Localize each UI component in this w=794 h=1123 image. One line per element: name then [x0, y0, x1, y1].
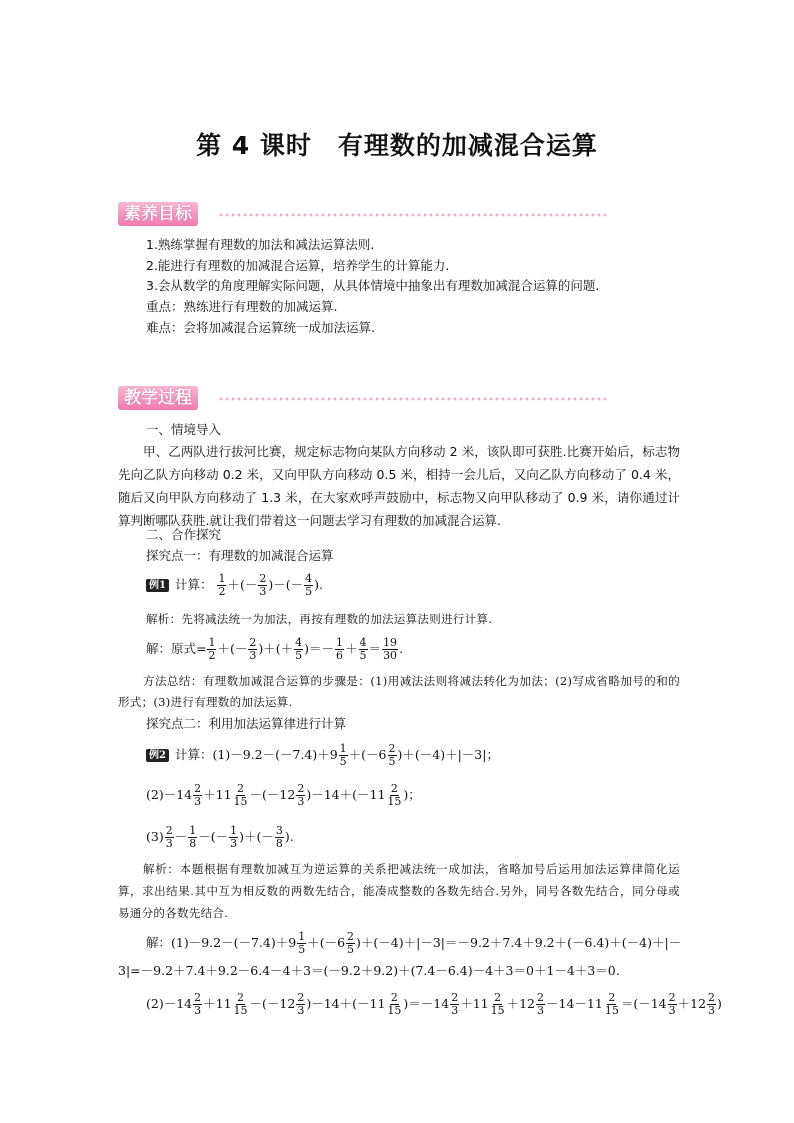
goal-item: 3.会从数学的角度理解实际问题，从具体情境中抽象出有理数加减混合运算的问题.: [146, 278, 600, 293]
goal-item: 1.熟练掌握有理数的加法和减法运算法则.: [146, 237, 375, 252]
key-point: 重点：熟练进行有理数的加减运算.: [146, 299, 338, 314]
analysis-2: 解析：本题根据有理数加减互为逆运算的关系把减法统一成加法，省略加号后运用加法运算律简化运算，求出结果.其中互为相反数的两数先结合，能凑成整数的各数先结合.另外，同号各数先结合，同分母或易通分的各数先结合.: [118, 862, 680, 920]
solution-1: 解：原式= $\frac{1}{2}$ ＋(－ $\frac{2}{3}$ )＋(＋ $\frac{4}{5}$ )＝－ $\frac{1}{6}$ ＋ $\frac{4}{5}$ ＝ $\frac{19}{30}$ .: [146, 636, 404, 662]
intro-heading: 一、情境导入: [146, 422, 222, 437]
difficult-point: 难点：会将加减混合运算统一成加法运算.: [146, 320, 375, 335]
example-badge: 例2: [146, 749, 169, 762]
explore-heading: 二、合作探究: [146, 527, 222, 542]
example-1: 例1 计算： $\frac{1}{2}$ ＋(－ $\frac{2}{3}$ )－(－ $\frac{4}{5}$ ).: [146, 570, 323, 600]
solution-2-line-2: 3|=－9.2＋7.4＋9.2－6.4－4＋3＝(－9.2＋9.2)＋(7.4－6.4)－4＋3＝0＋1－4＋3＝0.: [118, 963, 620, 978]
example-badge: 例1: [146, 579, 169, 592]
solution-label: 解：: [146, 935, 172, 950]
section-label: 素养目标: [118, 202, 198, 226]
page-title: 第 4 课时 有理数的加减混合运算: [196, 131, 598, 160]
example-2-part-3: (3) $\frac{2}{3}$ － $\frac{1}{8}$ －(－ $\frac{1}{3}$ )＋(－ $\frac{3}{8}$ ).: [146, 824, 294, 850]
analysis-1: 解析：先将减法统一为加法，再按有理数的加法运算法则进行计算.: [146, 612, 493, 626]
section-banner-goals: [118, 202, 608, 226]
section-label: 教学过程: [118, 386, 198, 410]
explore-point-2: 探究点二：利用加法运算律进行计算: [146, 716, 347, 731]
solution-2-line-3: (2)－14 $\frac{2}{3}$ ＋11 $\frac{2}{15}$ －(－12 $\frac{2}{3}$ )－14＋(－11 $\frac{2}{15}$ )＝－14 $\frac{2}{3}$ ＋11 $\frac{2}{15}$ ＋12 $\frac{2}{3}$ －14－11 $\frac{2}{15}$ ＝(－14 $\frac{2}{3}$ ＋12 $\frac{2}{3}$ ): [146, 991, 722, 1017]
solution-2-line-1: 解：(1)－9.2－(－7.4)＋9 $\frac{1}{5}$ ＋(－6 $\frac{2}{5}$ )＋(－4)＋|－3|＝－9.2＋7.4＋9.2＋(－6.4)＋(－4)＋|－: [146, 930, 682, 956]
method-summary: 方法总结：有理数加减混合运算的步骤是：(1)用减法法则将减法转化为加法；(2)写成省略加号的和的形式；(3)进行有理数的加法运算.: [118, 674, 680, 709]
example-label: 计算：: [174, 747, 213, 762]
example-2-part-2: (2)－14 $\frac{2}{3}$ ＋11 $\frac{2}{15}$ －(－12 $\frac{2}{3}$ )－14＋(－11 $\frac{2}{15}$ )；: [146, 782, 421, 808]
banner-dots-divider: [218, 213, 608, 217]
intro-paragraph: 甲、乙两队进行拔河比赛，规定标志物向某队方向移动 2 米，该队即可获胜.比赛开始后，标志物先向乙队方向移动 0.2 米，又向甲队方向移动 0.5 米，相持一会儿后，又向乙队方向移动了 0.4 米，随后又向甲队方向移动了 1.3 米，在大家欢呼声鼓励中，标志物又向甲队移动了 0.9 米，请你通过计算判断哪队获胜.就让我们带着这一问题去学习有理数的加减混合运算.: [118, 444, 680, 528]
goal-item: 2.能进行有理数的加减混合运算，培养学生的计算能力.: [146, 258, 450, 273]
section-banner-process: [118, 386, 608, 410]
example-label: 计算：: [174, 577, 213, 592]
explore-point-1: 探究点一：有理数的加减混合运算: [146, 548, 334, 563]
solution-label: 解：原式=: [146, 641, 207, 656]
banner-dots-divider: [218, 397, 608, 401]
example-2-part-1: 例2 计算：(1)－9.2－(－7.4)＋9 $\frac{1}{5}$ ＋(－6 $\frac{2}{5}$ )＋(－4)＋|－3|；: [146, 740, 499, 770]
